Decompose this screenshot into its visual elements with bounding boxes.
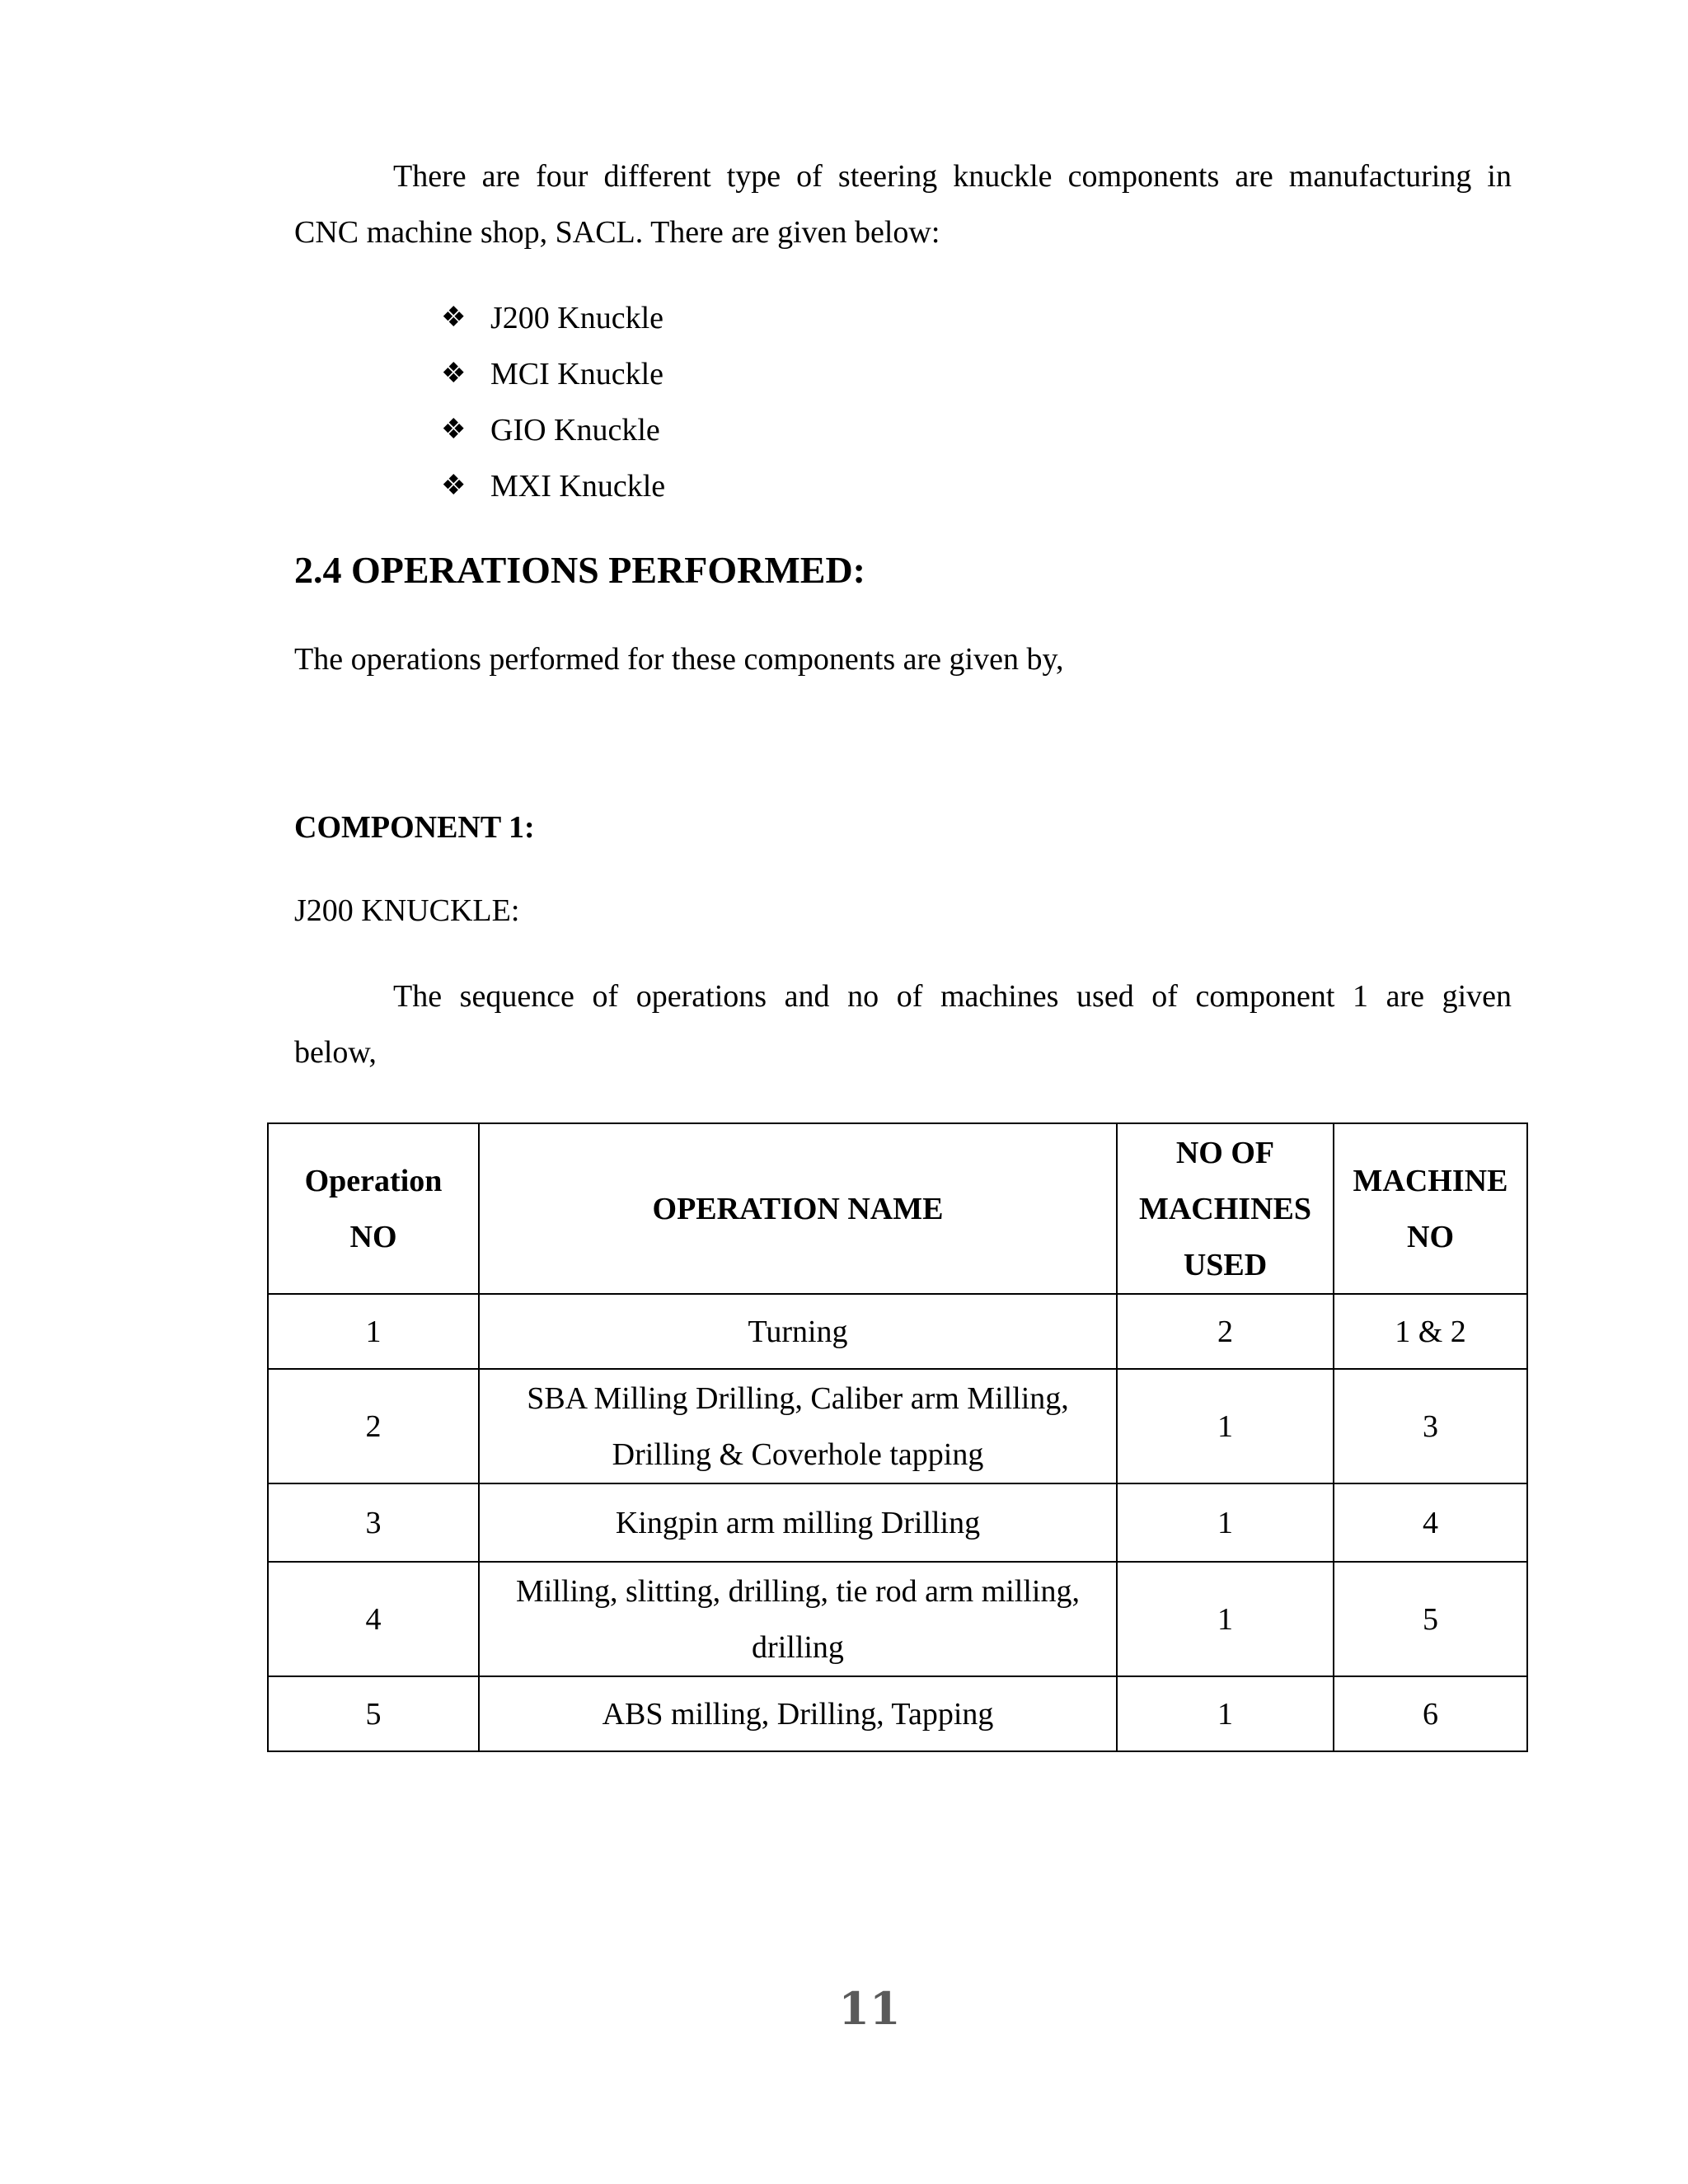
cell-operation-name: Kingpin arm milling Drilling: [479, 1483, 1117, 1562]
list-item: [441, 346, 665, 402]
intro-paragraph: [294, 148, 1512, 260]
diamond-bullet-icon: ❖: [441, 359, 467, 389]
cell-machines-used: 2: [1117, 1294, 1334, 1369]
intro-line-1: There are four different type of steering knuckle components are manufacturing in: [393, 159, 1512, 194]
cell-machine-no: 4: [1334, 1483, 1527, 1562]
header-no-of-machines-used: NO OF MACHINES USED: [1117, 1123, 1334, 1294]
list-item-label: J200 Knuckle: [490, 301, 664, 335]
table-header-row: [268, 1123, 1527, 1294]
component-desc-line-1: The sequence of operations and no of machines used of component 1 are given: [393, 979, 1512, 1014]
diamond-bullet-icon: ❖: [441, 415, 467, 445]
knuckle-list: [441, 290, 665, 514]
cell-machine-no: 6: [1334, 1676, 1527, 1751]
component-name: J200 KNUCKLE:: [294, 893, 520, 928]
cell-operation-name: Turning: [479, 1294, 1117, 1369]
intro-line-2: CNC machine shop, SACL. There are given below:: [294, 215, 940, 250]
cell-machine-no: 1 & 2: [1334, 1294, 1527, 1369]
section-heading: 2.4 OPERATIONS PERFORMED:: [294, 549, 865, 591]
diamond-bullet-icon: ❖: [441, 302, 467, 333]
component-desc-line-2: below,: [294, 1035, 377, 1070]
component-description: [294, 968, 1512, 1080]
cell-operation-no: 5: [268, 1676, 479, 1751]
cell-operation-no: 4: [268, 1562, 479, 1676]
table-row: [268, 1294, 1527, 1369]
cell-machine-no: 5: [1334, 1562, 1527, 1676]
cell-operation-no: 1: [268, 1294, 479, 1369]
list-item-label: MXI Knuckle: [490, 469, 666, 504]
cell-operation-name: ABS milling, Drilling, Tapping: [479, 1676, 1117, 1751]
list-item: [441, 290, 665, 346]
page-number: 11: [838, 1982, 901, 2035]
header-machine-no: MACHINE NO: [1334, 1123, 1527, 1294]
cell-machine-no: 3: [1334, 1369, 1527, 1483]
table-row: [268, 1483, 1527, 1562]
cell-machines-used: 1: [1117, 1676, 1334, 1751]
cell-operation-name: SBA Milling Drilling, Caliber arm Milling, Drilling & Coverhole tapping: [479, 1369, 1117, 1483]
list-item-label: GIO Knuckle: [490, 413, 660, 448]
cell-operation-no: 2: [268, 1369, 479, 1483]
cell-operation-no: 3: [268, 1483, 479, 1562]
header-operation-no: Operation NO: [268, 1123, 479, 1294]
header-operation-name: OPERATION NAME: [479, 1123, 1117, 1294]
cell-machines-used: 1: [1117, 1369, 1334, 1483]
cell-machines-used: 1: [1117, 1483, 1334, 1562]
table-row: [268, 1676, 1527, 1751]
operations-table: [267, 1122, 1528, 1752]
list-item: [441, 458, 665, 514]
diamond-bullet-icon: ❖: [441, 471, 467, 501]
list-item: [441, 402, 665, 458]
cell-machines-used: 1: [1117, 1562, 1334, 1676]
section-intro: The operations performed for these components are given by,: [294, 642, 1064, 677]
list-item-label: MCI Knuckle: [490, 357, 664, 391]
table-row: [268, 1369, 1527, 1483]
table-row: [268, 1562, 1527, 1676]
cell-operation-name: Milling, slitting, drilling, tie rod arm milling, drilling: [479, 1562, 1117, 1676]
component-label: COMPONENT 1:: [294, 810, 535, 845]
